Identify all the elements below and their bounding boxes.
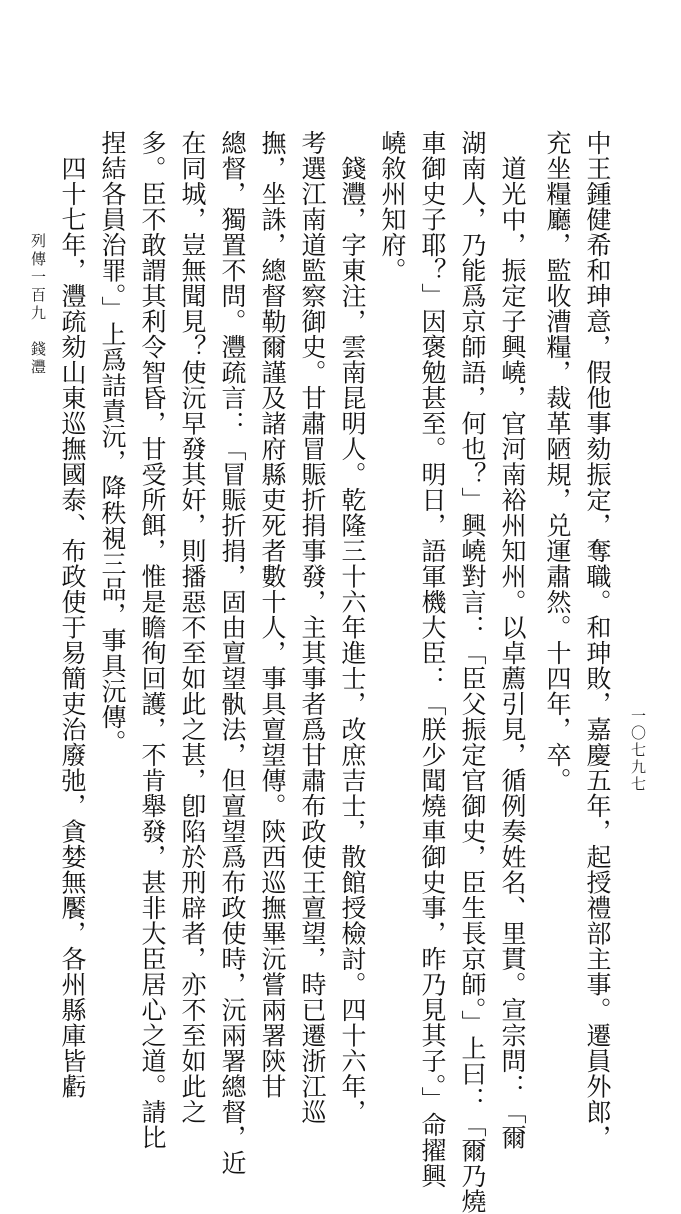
text-column-4: 湖南人，乃能爲京師語，何也？」興嶢對言：「臣父振定官御史，臣生長京師。」上曰：「爾乃燒 bbox=[458, 130, 487, 1214]
text-column-2: 充坐糧廳，監收漕糧，裁革陋規，兑運肅然。十四年，卒。 bbox=[543, 130, 572, 793]
text-column-5: 車御史子耶？」因褒勉甚至。明日，語軍機大臣：「朕少聞燒車御史事，昨乃見其子。」命擢興 bbox=[418, 130, 447, 1189]
text-column-8: 考選江南道監察御史。甘肅冒賑折捐事發，主其事者爲甘肅布政使王亶望，時已遷浙江巡 bbox=[298, 130, 327, 1125]
text-column-6: 嶢敘州知府。 bbox=[378, 130, 407, 283]
page-number: 一〇七九七 bbox=[629, 708, 647, 793]
text-column-13: 捏結各員治罪。」上爲詰責沅，降秩視三品，事具沅傳。 bbox=[98, 130, 127, 755]
text-column-11: 在同城，豈無聞見？使沅早發其奸，則播惡不至如此之甚，卽陷於刑辟者，亦不至如此之 bbox=[178, 130, 207, 1125]
text-column-3: 道光中，振定子興嶢，官河南裕州知州。以卓薦引見，循例奏姓名、里貫。宣宗問：「爾 bbox=[498, 130, 527, 1150]
text-column-7: 錢灃，字東注，雲南昆明人。乾隆三十六年進士，改庶吉士，散館授檢討。四十六年， bbox=[338, 130, 367, 1125]
text-column-14: 四十七年，灃疏劾山東巡撫國泰、布政使于易簡吏治廢弛，貪婪無饜，各州縣庫皆虧 bbox=[58, 130, 87, 1099]
text-column-9: 撫，坐誅，總督勒爾謹及諸府縣吏死者數十人，事具亶望傳。陝西巡撫畢沅嘗兩署陝甘 bbox=[258, 130, 287, 1099]
text-column-1: 中王鍾健希和珅意，假他事劾振定，奪職。和珅敗，嘉慶五年，起授禮部主事。遷員外郎， bbox=[583, 130, 612, 1150]
text-column-12: 多。臣不敢謂其利令智昏，甘受所餌，惟是瞻徇回護，不肯舉發，甚非大臣居心之道。請比 bbox=[138, 130, 167, 1150]
text-column-10: 總督，獨置不問。灃疏言：「冒賑折捐，固由亶望骫法，但亶望爲布政使時，沅兩署總督，近 bbox=[218, 130, 247, 1176]
running-header: 列傳一百九 錢灃 bbox=[29, 233, 47, 377]
